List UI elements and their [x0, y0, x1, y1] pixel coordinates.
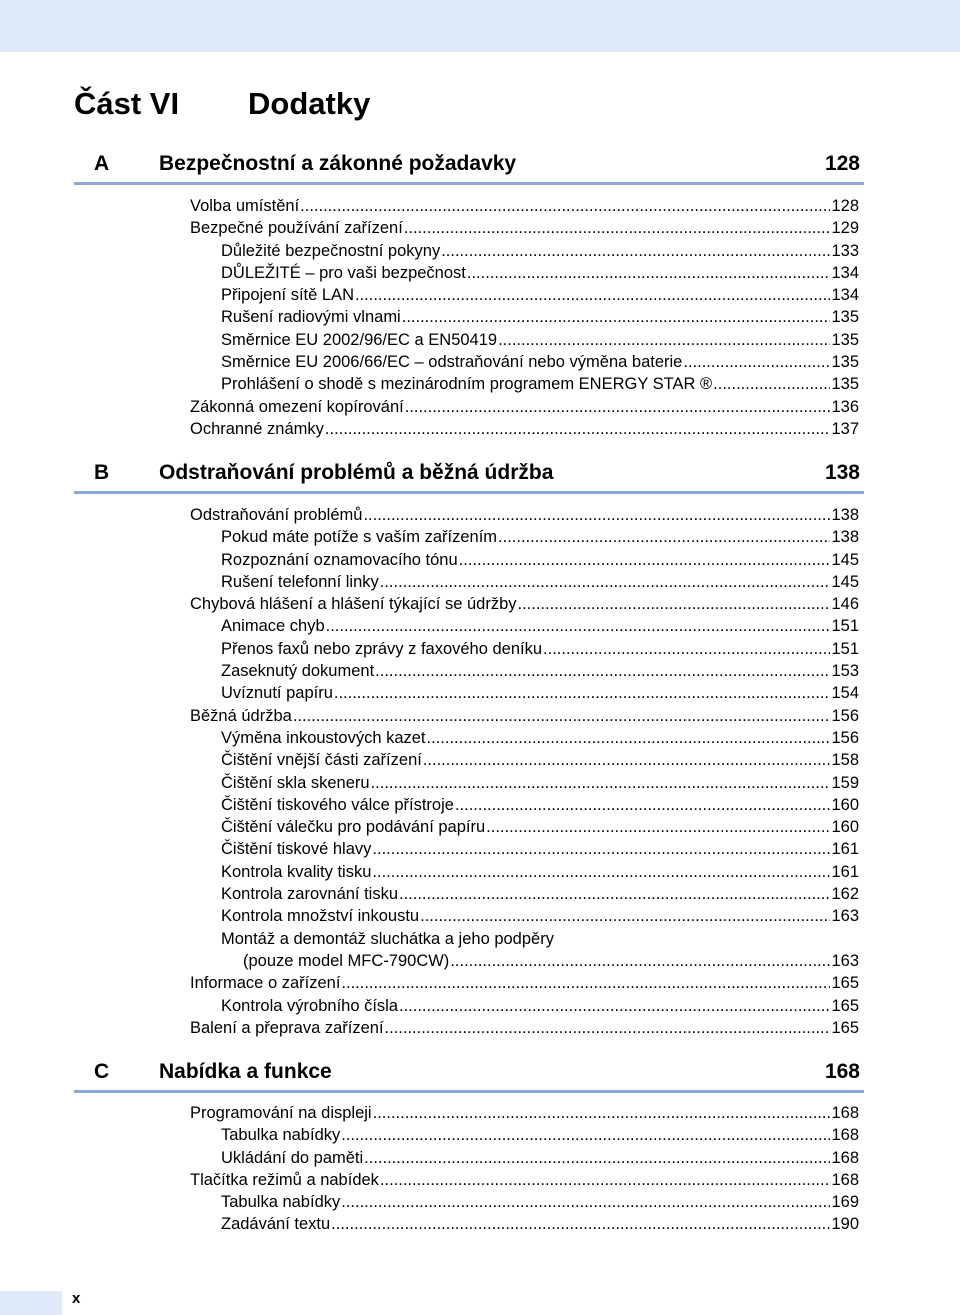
toc-entry[interactable] [0, 504, 960, 526]
section-page: 168 [824, 1060, 860, 1083]
toc-entry-page: 134 [831, 263, 859, 282]
toc-entry[interactable] [0, 593, 960, 615]
dot-leader [427, 727, 831, 749]
toc-entry-page: 159 [831, 773, 859, 792]
toc-entry-page: 146 [831, 595, 859, 614]
dot-leader [455, 794, 831, 816]
toc-entry-title: (pouze model MFC-790CW) [243, 951, 450, 970]
toc-entry-title: Tabulka nabídky [221, 1126, 341, 1145]
dot-leader [683, 351, 830, 373]
dot-leader [441, 240, 830, 262]
toc-entry-page: 135 [831, 330, 859, 349]
toc-list-c [0, 1102, 960, 1236]
toc-entry[interactable] [0, 928, 960, 950]
toc-entry-title: Programování na displeji [190, 1104, 372, 1122]
dot-leader [385, 1017, 831, 1039]
toc-entry-page: 129 [831, 219, 859, 238]
toc-entry-title: Kontrola zarovnání tisku [221, 885, 399, 904]
toc-entry-page: 135 [831, 353, 859, 372]
dot-leader [713, 373, 830, 395]
toc-entry-title: Čištění tiskového válce přístroje [221, 795, 454, 814]
toc-entry[interactable] [0, 262, 960, 284]
toc-entry[interactable] [0, 950, 960, 972]
toc-entry[interactable] [0, 240, 960, 262]
toc-entry-page: 133 [831, 241, 859, 260]
toc-entry[interactable] [0, 638, 960, 660]
toc-entry-page: 162 [831, 885, 859, 904]
toc-entry[interactable] [0, 705, 960, 727]
toc-entry-title: Zákonná omezení kopírování [190, 397, 404, 416]
toc-entry-page: 134 [831, 286, 859, 305]
dot-leader [372, 861, 830, 883]
toc-entry-page: 136 [831, 397, 859, 416]
dot-leader [372, 838, 830, 860]
toc-entry[interactable] [0, 396, 960, 418]
section-letter: A [94, 152, 110, 175]
toc-entry-title: Tlačítka režimů a nabídek [190, 1170, 379, 1189]
dot-leader [375, 660, 830, 682]
toc-entry[interactable] [0, 329, 960, 351]
toc-entry-page: 145 [831, 550, 859, 569]
toc-entry-title: Přenos faxů nebo zprávy z faxového deníku [221, 639, 543, 658]
toc-list-a [0, 195, 960, 440]
dot-leader [420, 905, 830, 927]
dot-leader [543, 638, 830, 660]
toc-entry-title: Kontrola množství inkoustu [221, 907, 420, 926]
toc-entry-title: Čištění vnější části zařízení [221, 751, 422, 770]
toc-entry[interactable] [0, 195, 960, 217]
page-number: x [72, 1290, 81, 1307]
toc-entry[interactable] [0, 351, 960, 373]
dot-leader [518, 593, 831, 615]
toc-entry-page: 161 [831, 840, 859, 859]
toc-entry-page: 151 [831, 639, 859, 658]
dot-leader [399, 995, 830, 1017]
toc-entry-page: 168 [831, 1170, 859, 1189]
toc-entry-page: 156 [831, 706, 859, 725]
toc-entry[interactable] [0, 615, 960, 637]
dot-leader [399, 883, 830, 905]
section-heading-b[interactable] [74, 461, 864, 494]
toc-entry[interactable] [0, 861, 960, 883]
section-page: 138 [824, 461, 860, 484]
dot-leader [326, 615, 831, 637]
section-letter: C [94, 1060, 110, 1083]
section-heading-a[interactable] [74, 152, 864, 185]
dot-leader [405, 396, 831, 418]
toc-entry-page: 165 [831, 974, 859, 993]
dot-leader [325, 418, 831, 440]
toc-entry-page: 168 [831, 1148, 859, 1167]
toc-entry-title: Čištění tiskové hlavy [221, 840, 372, 859]
dot-leader [334, 682, 831, 704]
toc-entry-page: 163 [831, 951, 859, 970]
toc-entry[interactable] [0, 217, 960, 239]
dot-leader [341, 1191, 830, 1213]
toc-entry-title: Bezpečné používání zařízení [190, 219, 403, 238]
section-letter: B [94, 461, 110, 484]
toc-entry-title: Tabulka nabídky [221, 1193, 341, 1212]
toc-entry[interactable] [0, 905, 960, 927]
toc-entry[interactable] [0, 306, 960, 328]
toc-entry[interactable] [0, 972, 960, 994]
dot-leader [402, 306, 831, 328]
dot-leader [371, 772, 831, 794]
toc-entry-title: Rušení radiovými vlnami [221, 308, 401, 327]
section-title: Nabídka a funkce [159, 1060, 332, 1083]
toc-entry-page: 165 [831, 996, 859, 1015]
toc-entry[interactable] [0, 284, 960, 306]
toc-entry-page: 128 [831, 197, 859, 215]
dot-leader [423, 749, 831, 771]
toc-entry[interactable] [0, 1191, 960, 1213]
toc-entry[interactable] [0, 772, 960, 794]
toc-entry-page: 165 [831, 1018, 859, 1037]
dot-leader [498, 329, 830, 351]
toc-entry-title: Uvíznutí papíru [221, 684, 333, 703]
toc-entry-page: 145 [831, 572, 859, 591]
toc-entry-page: 160 [831, 795, 859, 814]
dot-leader [341, 1124, 830, 1146]
toc-entry-page: 137 [831, 419, 859, 438]
dot-leader [341, 972, 830, 994]
toc-entry-title: Ochranné známky [190, 419, 324, 438]
toc-entry-title: Čištění skla skeneru [221, 773, 370, 792]
toc-entry[interactable] [0, 995, 960, 1017]
toc-entry-title: Pokud máte potíže s vaším zařízením [221, 528, 498, 547]
toc-entry-page: 160 [831, 818, 859, 837]
toc-entry-title: Zaseknutý dokument [221, 662, 375, 681]
toc-entry[interactable] [0, 727, 960, 749]
section-title: Odstraňování problémů a běžná údržba [159, 461, 554, 484]
dot-leader [373, 1102, 831, 1124]
toc-entry-title: Ukládání do paměti [221, 1148, 364, 1167]
dot-leader [363, 504, 830, 526]
toc-entry-title: Balení a přeprava zařízení [190, 1018, 384, 1037]
dot-leader [364, 1147, 830, 1169]
toc-entry[interactable] [0, 816, 960, 838]
dot-leader [380, 571, 831, 593]
toc-entry-title: Kontrola výrobního čísla [221, 996, 399, 1015]
toc-entry-title: DŮLEŽITÉ – pro vaši bezpečnost [221, 263, 466, 282]
toc-entry-page: 169 [831, 1193, 859, 1212]
toc-entry[interactable] [0, 571, 960, 593]
toc-entry[interactable] [0, 549, 960, 571]
dot-leader [404, 217, 831, 239]
toc-entry[interactable] [0, 838, 960, 860]
part-title: Dodatky [248, 86, 371, 121]
toc-entry[interactable] [0, 682, 960, 704]
toc-entry-title: Odstraňování problémů [190, 506, 363, 524]
toc-entry-page: 138 [831, 528, 859, 547]
toc-entry[interactable] [0, 373, 960, 395]
toc-entry-title: Směrnice EU 2006/66/EC – odstraňování nebo výměna baterie [221, 353, 683, 372]
section-heading-c[interactable] [74, 1060, 864, 1093]
toc-entry[interactable] [0, 418, 960, 440]
toc-entry-page: 154 [831, 684, 859, 703]
toc-entry[interactable] [0, 526, 960, 548]
dot-leader [380, 1169, 831, 1191]
toc-entry-page: 153 [831, 662, 859, 681]
part-number: Část VI [74, 86, 180, 121]
toc-entry-title: Chybová hlášení a hlášení týkající se údržby [190, 595, 517, 614]
toc-entry[interactable] [0, 749, 960, 771]
header-band [0, 0, 960, 52]
toc-entry-page: 138 [831, 506, 859, 524]
toc-entry-page: 158 [831, 751, 859, 770]
toc-entry-title: Důležité bezpečnostní pokyny [221, 241, 441, 260]
toc-list-b [0, 504, 960, 1039]
toc-entry[interactable] [0, 1147, 960, 1169]
toc-entry-page: 168 [831, 1104, 859, 1122]
dot-leader [486, 816, 830, 838]
toc-entry-title: Rozpoznání oznamovacího tónu [221, 550, 458, 569]
toc-entry-page: 156 [831, 728, 859, 747]
toc-entry-page: 135 [831, 375, 859, 394]
toc-entry-page: 163 [831, 907, 859, 926]
section-title: Bezpečnostní a zákonné požadavky [159, 152, 517, 175]
toc-entry-title: Animace chyb [221, 617, 325, 636]
dot-leader [498, 526, 830, 548]
toc-entry-title: Montáž a demontáž sluchátka a jeho podpěry [221, 929, 554, 948]
toc-entry-title: Kontrola kvality tisku [221, 862, 372, 881]
toc-entry-title: Běžná údržba [190, 706, 292, 725]
toc-entry[interactable] [0, 1213, 960, 1235]
toc-entry[interactable] [0, 1017, 960, 1039]
dot-leader [450, 950, 830, 972]
dot-leader [300, 195, 830, 217]
toc-entry-title: Zadávání textu [221, 1215, 331, 1234]
toc-entry-page: 168 [831, 1126, 859, 1145]
toc-entry-page: 161 [831, 862, 859, 881]
dot-leader [459, 549, 831, 571]
toc-entry-title: Volba umístění [190, 197, 300, 215]
toc-entry[interactable] [0, 794, 960, 816]
toc-entry[interactable] [0, 1102, 960, 1124]
dot-leader [355, 284, 830, 306]
toc-entry-title: Připojení sítě LAN [221, 286, 354, 305]
dot-leader [467, 262, 831, 284]
dot-leader [293, 705, 831, 727]
dot-leader [331, 1213, 830, 1235]
toc-entry[interactable] [0, 1124, 960, 1146]
toc-entry-title: Výměna inkoustových kazet [221, 728, 426, 747]
toc-entry[interactable] [0, 660, 960, 682]
toc-entry-title: Prohlášení o shodě s mezinárodním programem ENERGY STAR ® [221, 375, 713, 394]
footer-band [0, 1291, 62, 1315]
toc-entry-page: 135 [831, 308, 859, 327]
section-page: 128 [824, 152, 860, 175]
toc-entry-title: Čištění válečku pro podávání papíru [221, 818, 486, 837]
toc-entry[interactable] [0, 1169, 960, 1191]
toc-entry-title: Informace o zařízení [190, 974, 341, 993]
toc-entry-page: 190 [831, 1215, 859, 1234]
toc-entry-page: 151 [831, 617, 859, 636]
toc-entry-title: Rušení telefonní linky [221, 572, 379, 591]
toc-entry-title: Směrnice EU 2002/96/EC a EN50419 [221, 330, 498, 349]
toc-entry[interactable] [0, 883, 960, 905]
